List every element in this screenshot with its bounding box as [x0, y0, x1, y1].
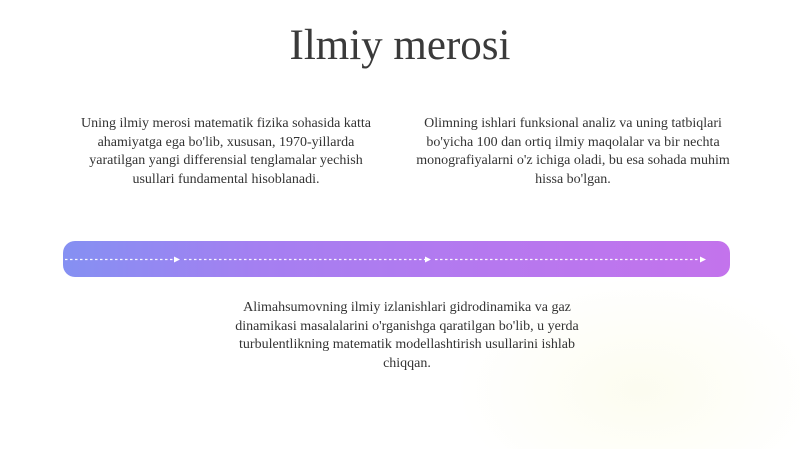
text-block-left: Uning ilmiy merosi matematik fizika sohasida katta ahamiyatga ega bo'lib, xususan, 1970-yillarda yaratilgan yangi differensial tenglamalar yechish usullari fundamental hisoblanadi. [80, 116, 372, 187]
arrow-right-icon [425, 257, 431, 263]
slide-title: Ilmiy merosi [289, 22, 511, 69]
timeline-arrows [63, 241, 730, 277]
arrow-right-icon [700, 257, 706, 263]
arrow-right-icon [174, 257, 180, 263]
text-block-right: Olimning ishlari funksional analiz va uning tatbiqlari bo'yicha 100 dan ortiq ilmiy maqolalar va bir nechta monografiyalarni o'z ichiga oladi, bu esa sohada muhim hissa bo'lgan. [416, 116, 730, 187]
text-block-bottom: Alimahsumovning ilmiy izlanishlari gidrodinamika va gaz dinamikasi masalalarini o'rganishga qaratilgan bo'lib, u yerda turbulentlikning matematik modellashtirish usullarini ishlab chiqqan. [235, 300, 579, 371]
